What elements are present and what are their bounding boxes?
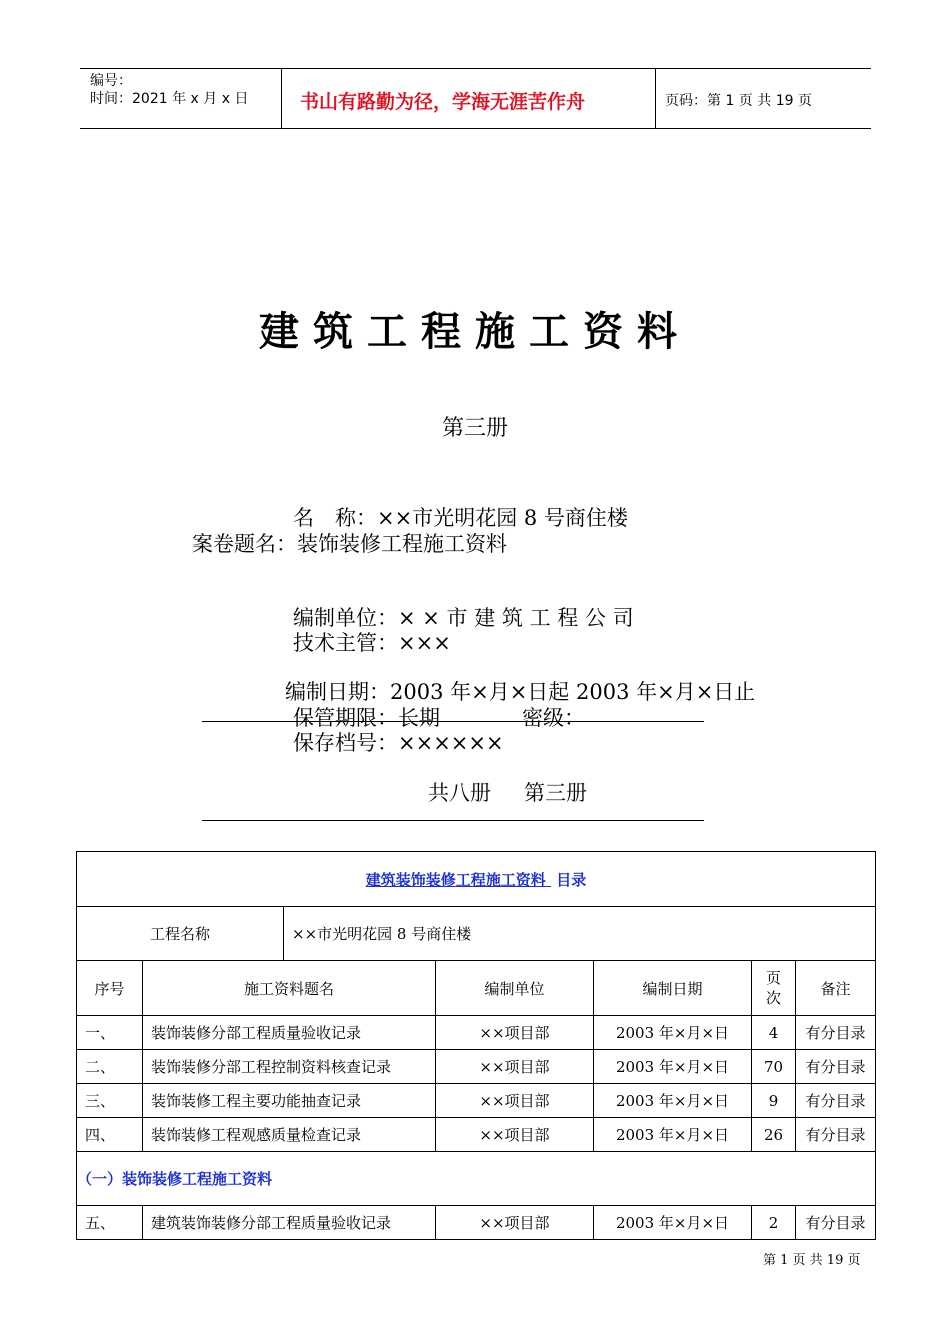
cover-rule-upper <box>202 721 704 722</box>
project-label: 工程名称 <box>77 907 284 961</box>
row-unit: ××项目部 <box>436 1084 594 1118</box>
cover-rule-lower <box>202 820 704 821</box>
footer-page-info: 第 1 页 共 19 页 <box>763 1253 861 1268</box>
col-date: 编制日期 <box>594 961 752 1016</box>
row-pages: 2 <box>752 1206 796 1240</box>
header-number-label: 编号： <box>90 73 132 89</box>
header-motto: 书山有路勤为径，学海无涯苦作舟 <box>300 91 586 113</box>
header-divider-right <box>655 68 656 129</box>
cover-archive-line: 保存档号：×××××× <box>293 731 504 755</box>
row-date: 2003 年×月×日 <box>594 1206 752 1240</box>
col-pages-b: 次 <box>765 989 781 1007</box>
col-pages-a: 页 <box>765 969 781 987</box>
toc-title-main: 建筑装饰装修工程施工资料 <box>365 870 546 889</box>
cover-volumes-current: 第三册 <box>524 781 587 805</box>
col-pages <box>752 961 796 1016</box>
row-seq: 三、 <box>77 1084 143 1118</box>
row-date: 2003 年×月×日 <box>594 1050 752 1084</box>
row-unit: ××项目部 <box>436 1206 594 1240</box>
toc-table <box>76 851 876 1240</box>
row-pages: 9 <box>752 1084 796 1118</box>
row-name: 装饰装修工程主要功能抽查记录 <box>143 1084 436 1118</box>
table-row <box>77 1084 876 1118</box>
row-remark: 有分目录 <box>796 1206 876 1240</box>
row-remark: 有分目录 <box>796 1016 876 1050</box>
col-unit: 编制单位 <box>436 961 594 1016</box>
col-name: 施工资料题名 <box>143 961 436 1016</box>
row-unit: ××项目部 <box>436 1016 594 1050</box>
toc-title-suffix: 目录 <box>556 870 587 889</box>
row-name: 装饰装修分部工程质量验收记录 <box>143 1016 436 1050</box>
row-remark: 有分目录 <box>796 1084 876 1118</box>
row-seq: 一、 <box>77 1016 143 1050</box>
header-bottom-rule <box>80 128 871 129</box>
header-time: 时间：2021 年 x 月 x 日 <box>90 91 249 107</box>
col-remark: 备注 <box>796 961 876 1016</box>
toc-title-gap <box>546 871 551 889</box>
row-seq: 四、 <box>77 1118 143 1152</box>
row-remark: 有分目录 <box>796 1050 876 1084</box>
cover-supervisor-line: 技术主管：××× <box>293 631 451 655</box>
header-page-info: 页码：第 1 页 共 19 页 <box>665 93 812 109</box>
col-seq: 序号 <box>77 961 143 1016</box>
cover-case-title-line: 案卷题名：装饰装修工程施工资料 <box>192 532 507 556</box>
section-label: （一）装饰装修工程施工资料 <box>77 1152 876 1206</box>
row-pages: 70 <box>752 1050 796 1084</box>
row-remark: 有分目录 <box>796 1118 876 1152</box>
row-name: 建筑装饰装修分部工程质量验收记录 <box>143 1206 436 1240</box>
row-unit: ××项目部 <box>436 1050 594 1084</box>
row-unit: ××项目部 <box>436 1118 594 1152</box>
table-row <box>77 1118 876 1152</box>
cover-retention-line: 保管期限：长期 <box>293 706 440 730</box>
cover-name-line: 名 称：××市光明花园 8 号商住楼 <box>293 506 628 530</box>
header-top-rule <box>80 68 871 69</box>
row-date: 2003 年×月×日 <box>594 1016 752 1050</box>
cover-volume: 第三册 <box>441 416 508 441</box>
toc-title <box>77 852 876 907</box>
row-seq: 二、 <box>77 1050 143 1084</box>
row-pages: 26 <box>752 1118 796 1152</box>
row-pages: 4 <box>752 1016 796 1050</box>
row-name: 装饰装修分部工程控制资料核查记录 <box>143 1050 436 1084</box>
cover-unit-line: 编制单位：× × 市 建 筑 工 程 公 司 <box>293 606 634 630</box>
table-row <box>77 1206 876 1240</box>
row-name: 装饰装修工程观感质量检查记录 <box>143 1118 436 1152</box>
table-row <box>77 1050 876 1084</box>
cover-title: 建筑工程施工资料 <box>259 308 691 355</box>
row-date: 2003 年×月×日 <box>594 1118 752 1152</box>
table-row <box>77 1016 876 1050</box>
header-divider-left <box>281 68 282 129</box>
row-date: 2003 年×月×日 <box>594 1084 752 1118</box>
cover-volumes-total: 共八册 <box>428 781 491 805</box>
cover-date-line: 编制日期：2003 年×月×日起 2003 年×月×日止 <box>285 680 756 704</box>
cover-secret-label: 密级： <box>522 706 585 730</box>
row-seq: 五、 <box>77 1206 143 1240</box>
project-value: ××市光明花园 8 号商住楼 <box>284 907 876 961</box>
